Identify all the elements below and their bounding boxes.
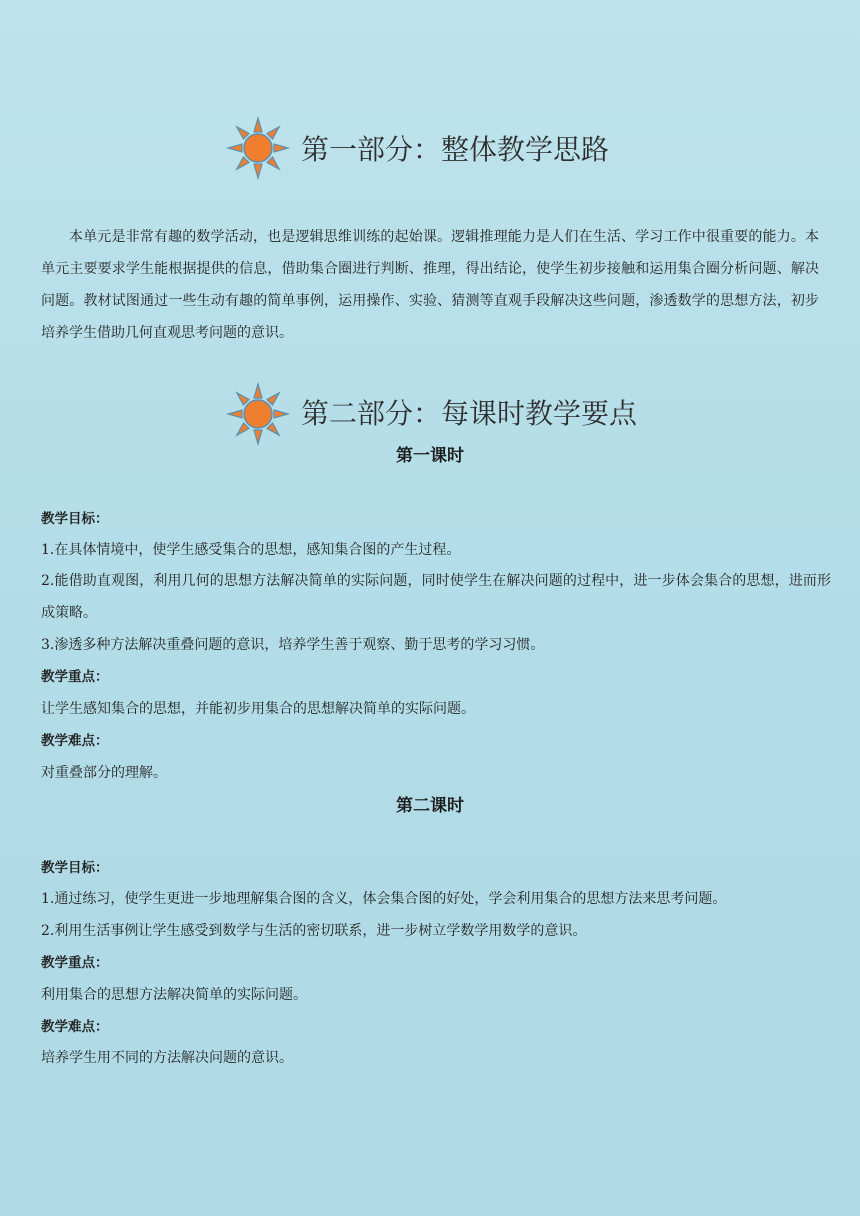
lesson1-difficulty: 对重叠部分的理解。 — [41, 765, 167, 781]
lesson1-goal-3: 3.渗透多种方法解决重叠问题的意识，培养学生善于观察、勤于思考的学习习惯。 — [41, 637, 545, 653]
lesson2-difficulty: 培养学生用不同的方法解决问题的意识。 — [41, 1050, 293, 1066]
lesson2-goal-2: 2.利用生活事例让学生感受到数学与生活的密切联系，进一步树立学数学用数学的意识。 — [41, 923, 587, 939]
lesson1-difficulty-label: 教学难点： — [41, 733, 109, 749]
lesson2-key-label: 教学重点： — [41, 955, 109, 971]
lesson1-key: 让学生感知集合的思想，并能初步用集合的思想解决简单的实际问题。 — [41, 701, 475, 717]
lesson1-goal-2: 2.能借助直观图，利用几何的思想方法解决简单的实际问题，同时使学生在解决问题的过程中，进一步体会集合的思想，进而形成策略。 — [41, 573, 831, 621]
lesson2-goals-label: 教学目标： — [41, 860, 109, 876]
lesson1-goals-label: 教学目标： — [41, 511, 109, 527]
sun-icon — [226, 116, 290, 180]
lesson1-title: 第一课时 — [396, 446, 464, 466]
sun-icon — [226, 382, 290, 446]
lesson2-key: 利用集合的思想方法解决简单的实际问题。 — [41, 987, 307, 1003]
lesson1-goal-1: 1.在具体情境中，使学生感受集合的思想，感知集合图的产生过程。 — [41, 542, 461, 558]
lesson1-key-label: 教学重点： — [41, 669, 109, 685]
lesson2-goal-1: 1.通过练习，使学生更进一步地理解集合图的含义，体会集合图的好处，学会利用集合的思想方法来思考问题。 — [41, 891, 727, 907]
part2-title: 第二部分：每课时教学要点 — [301, 397, 638, 430]
lesson2-title: 第二课时 — [396, 796, 464, 816]
part1-title: 第一部分：整体教学思路 — [301, 133, 610, 166]
part1-intro: 本单元是非常有趣的数学活动，也是逻辑思维训练的起始课。逻辑推理能力是人们在生活、学习工作中很重要的能力。本单元主要要求学生能根据提供的信息，借助集合圈进行判断、推理，得出结论，使学生初步接触和运用集合圈分析问题、解决问题。教材试图通过一些生动有趣的简单事例，运用操作、实验、猜测等直观手段解决这些问题，渗透数学的思想方法，初步培养学生借助几何直观思考问题的意识。 — [41, 229, 819, 341]
part1-header — [0, 116, 860, 186]
lesson2-difficulty-label: 教学难点： — [41, 1019, 109, 1035]
